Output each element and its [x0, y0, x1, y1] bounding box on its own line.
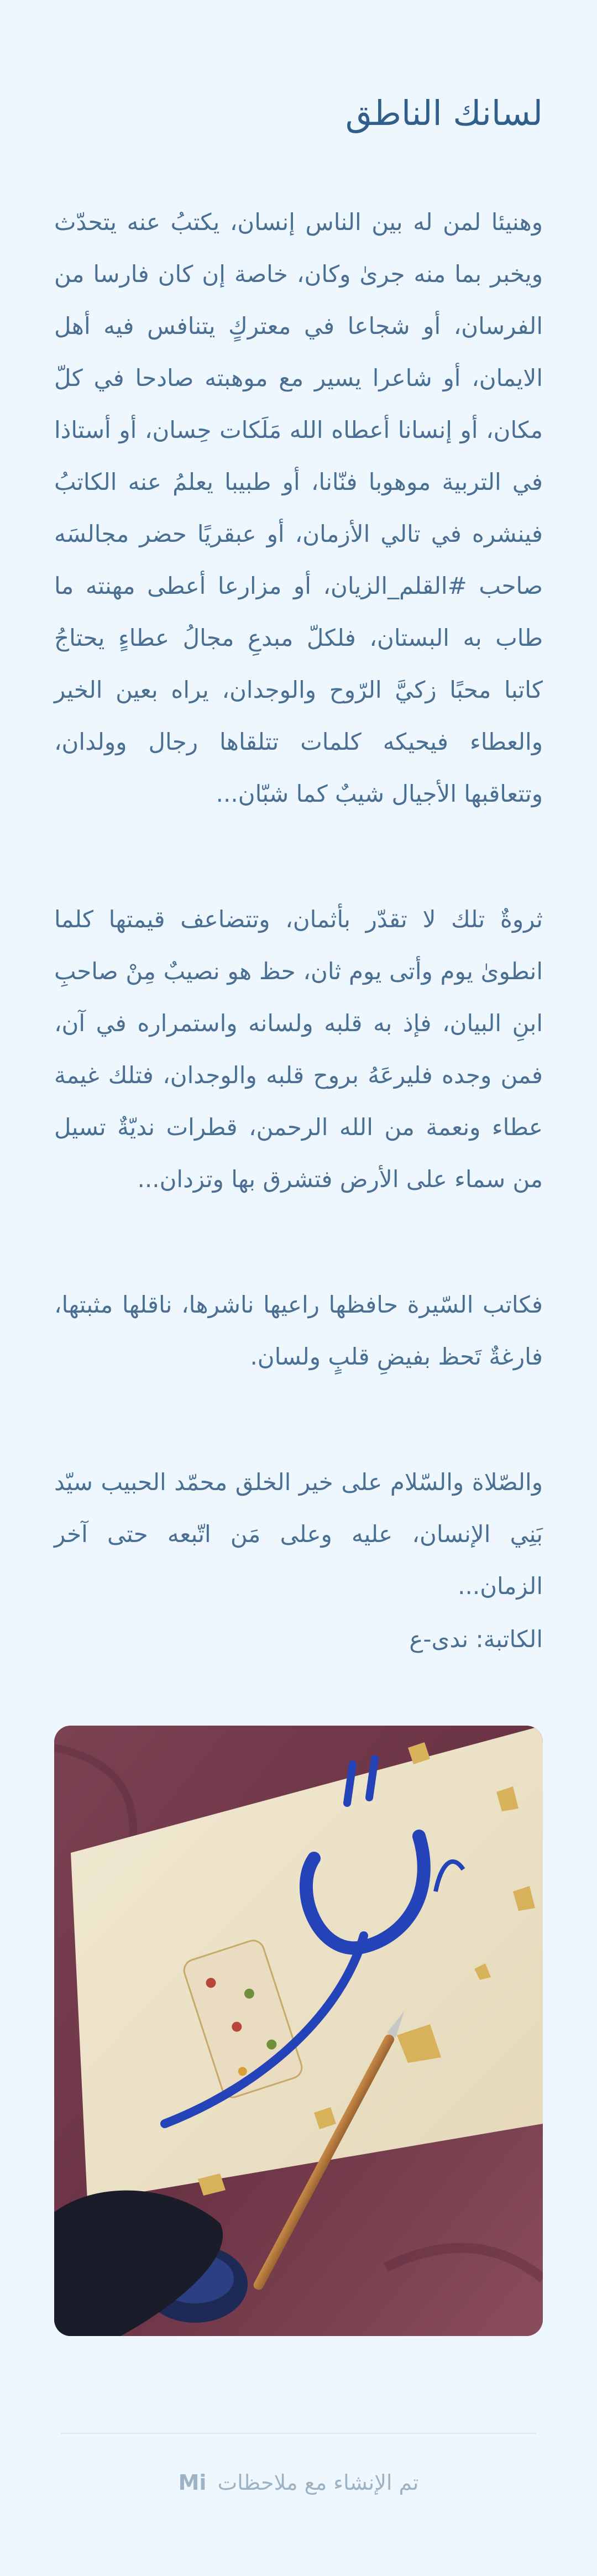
footer-text: تم الإنشاء مع ملاحظات — [217, 2470, 419, 2495]
note-paragraph-4: والصّلاة والسّلام على خير الخلق محمّد الحبيب سيّد بَنِي الإنسان، عليه وعلى مَن اتّبعه حتى آخر الزمان... — [54, 1469, 543, 1600]
note-author: الكاتبة: ندى-ع — [409, 1626, 543, 1653]
footer — [0, 2470, 597, 2495]
calligraphy-photo[interactable] — [54, 1726, 543, 2336]
note-paragraph-1: وهنيئا لمن له بين الناس إنسان، يكتبُ عنه يتحدّث ويخبر بما منه جرىٰ وكان، خاصة إن كان فارسا من الفرسان، أو شجاعا في معتركٍ يتنافس فيه أهل الايمان، أو شاعرا يسير مع موهبته صادحا في كلّ مكان، أو إنسانا أعطاه الله مَلَكات حِسان، أو أستاذا في التربية موهوبا فنّانا، أو طبيبا يعلمُ عنه الكاتبُ فينشره في تالي الأزمان، أو عبقريًا حضر مجالسَه صاحب #القلم_الزيان، أو مزارعا أعطى مهنته ما طاب به البستان، فلكلّ مبدعِ مجالُ عطاءٍ يحتاجُ كاتبا محبًا زكيَّ الرّوح والوجدان، يراه بعين الخير والعطاء فيحيكه كلمات تتلقاها رجال وولدان، وتتعاقبها الأجيال شيبٌ كما شبّان... — [54, 208, 543, 807]
footer-divider — [61, 2433, 536, 2434]
calligraphy-photo-illustration — [54, 1726, 543, 2336]
note-paragraph-3: فكاتب السّيرة حافظها راعيها ناشرها، ناقلها مثبتها، فارغةٌ تَحظ بفيضِ قلبٍ ولسان. — [54, 1291, 543, 1370]
note-title: لسانك الناطق — [345, 93, 543, 133]
note-body — [54, 196, 543, 1686]
note-paragraph-2: ثروةٌ تلك لا تقدّر بأثمان، وتتضاعف قيمتها كلما انطوىٰ يوم وأتى يوم ثان، حظ هو نصيبٌ مِنْ صاحبِ ابنِ البيان، فإذ به قلبه ولسانه واستمراره في آن، فمن وجده فليرعَهُ بروح قلبه والوجدان، فتلك غيمة عطاء ونعمة من الله الرحمن، قطرات نديّةٌ تسيل من سماء على الأرض فتشرق بها وتزدان... — [54, 906, 543, 1193]
footer-brand[interactable]: Mi — [178, 2470, 207, 2495]
